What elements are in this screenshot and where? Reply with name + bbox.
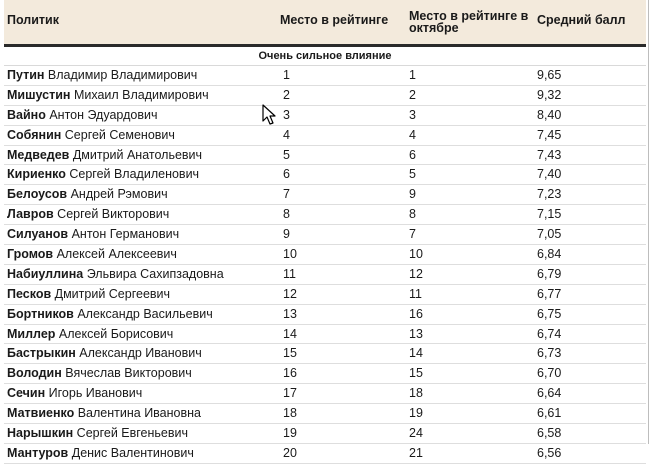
politician-surname: Нарышкин	[7, 426, 74, 441]
october-rank-value: 7	[409, 227, 416, 242]
rank-value: 8	[283, 207, 290, 222]
politician-given-names: Владимир Владимирович	[44, 68, 198, 82]
politician-given-names: Сергей Семенович	[61, 127, 175, 142]
header-rank-october[interactable]: Место в рейтинге в октябре	[409, 9, 529, 35]
average-score-value: 7,23	[537, 187, 562, 202]
politician-given-names: Алексей Алексеевич	[53, 247, 177, 262]
average-score-value: 6,70	[537, 366, 562, 381]
rank-value: 13	[283, 306, 297, 321]
table-row[interactable]	[4, 404, 646, 424]
politician-name	[7, 424, 188, 443]
table-row[interactable]	[4, 444, 646, 464]
rank-value: 1	[283, 68, 290, 82]
october-rank-value: 18	[409, 386, 423, 401]
average-score-value: 6,73	[537, 346, 562, 361]
rank-value: 14	[283, 326, 297, 341]
table-row[interactable]	[4, 86, 646, 106]
politician-surname: Кириенко	[7, 167, 66, 182]
average-score-value: 8,40	[537, 107, 562, 122]
october-rank-value: 5	[409, 167, 416, 182]
politician-name	[7, 265, 224, 284]
politician-given-names: Александр Иванович	[75, 346, 202, 361]
average-score-value: 6,77	[537, 286, 562, 301]
politician-given-names: Денис Валентинович	[68, 445, 194, 460]
october-rank-value: 10	[409, 247, 423, 262]
table-row[interactable]	[4, 384, 646, 404]
politician-given-names: Михаил Владимирович	[70, 87, 209, 102]
average-score-value: 6,58	[537, 426, 562, 441]
politician-given-names: Дмитрий Анатольевич	[69, 147, 203, 162]
average-score-value: 7,43	[537, 147, 562, 162]
politician-surname: Володин	[7, 366, 62, 381]
october-rank-value: 21	[409, 445, 423, 460]
header-politician[interactable]: Политик	[7, 13, 59, 27]
politician-surname: Силуанов	[7, 227, 69, 242]
average-score-value: 6,84	[537, 247, 562, 262]
rank-value: 15	[283, 346, 297, 361]
rank-value: 11	[283, 266, 296, 281]
table-row[interactable]	[4, 225, 646, 245]
politician-name	[7, 285, 170, 304]
october-rank-value: 13	[409, 326, 423, 341]
october-rank-value: 6	[409, 147, 416, 162]
rank-value: 3	[283, 107, 290, 122]
politician-name	[7, 384, 142, 403]
table-row[interactable]	[4, 205, 646, 225]
mouse-cursor-icon	[262, 104, 278, 126]
politician-surname: Бастрыкин	[7, 346, 76, 361]
rank-value: 6	[283, 167, 290, 182]
october-rank-value: 2	[409, 87, 416, 102]
average-score-value: 6,56	[537, 445, 562, 460]
rank-value: 17	[283, 386, 297, 401]
table-row[interactable]	[4, 344, 646, 364]
politician-given-names: Антон Германович	[68, 227, 180, 242]
politician-surname: Миллер	[7, 326, 56, 341]
politician-name	[7, 165, 199, 184]
politician-surname: Мишустин	[7, 87, 71, 102]
politician-given-names: Валентина Ивановна	[74, 406, 201, 421]
rank-value: 19	[283, 426, 297, 441]
rank-value: 20	[283, 445, 297, 460]
average-score-value: 9,65	[537, 68, 562, 82]
politician-name	[7, 146, 202, 165]
rank-value: 2	[283, 87, 290, 102]
politician-given-names: Алексей Борисович	[55, 326, 174, 341]
politician-given-names: Сергей Евгеньевич	[73, 426, 189, 441]
table-row[interactable]	[4, 66, 646, 86]
politician-given-names: Александр Васильевич	[73, 306, 213, 321]
october-rank-value: 12	[409, 266, 423, 281]
rank-value: 9	[283, 227, 290, 242]
table-row[interactable]	[4, 146, 646, 166]
rank-value: 7	[283, 187, 290, 202]
table-row[interactable]	[4, 106, 646, 126]
october-rank-value: 3	[409, 107, 416, 122]
politician-name	[7, 305, 213, 324]
politician-given-names: Игорь Иванович	[45, 386, 143, 401]
politician-surname: Белоусов	[7, 187, 68, 202]
rank-value: 4	[283, 127, 290, 142]
average-score-value: 6,74	[537, 326, 562, 341]
politician-name	[7, 344, 202, 363]
politician-name	[7, 364, 192, 383]
header-average-score[interactable]: Средний балл	[537, 13, 626, 27]
average-score-value: 9,32	[537, 87, 562, 102]
table-row[interactable]	[4, 305, 646, 325]
politician-surname: Сечин	[7, 386, 46, 401]
politician-name	[7, 185, 168, 204]
politician-name	[7, 205, 169, 224]
politician-given-names: Сергей Владиленович	[65, 167, 200, 182]
table-row[interactable]	[4, 126, 646, 146]
section-title: Очень сильное влияние	[4, 47, 646, 66]
table-body	[4, 66, 646, 464]
average-score-value: 6,61	[537, 406, 562, 421]
politician-given-names: Эльвира Сахипзадовна	[83, 266, 224, 281]
politician-surname: Громов	[7, 247, 54, 262]
politician-name	[7, 444, 194, 463]
table-header	[4, 0, 646, 47]
october-rank-value: 15	[409, 366, 423, 381]
average-score-value: 6,64	[537, 386, 562, 401]
october-rank-value: 1	[409, 68, 416, 82]
politician-given-names: Сергей Викторович	[53, 207, 170, 222]
table-row[interactable]	[4, 165, 646, 185]
table-row[interactable]	[4, 285, 646, 305]
politician-given-names: Дмитрий Сергеевич	[51, 286, 171, 301]
header-rank[interactable]: Место в рейтинге	[280, 13, 389, 27]
october-rank-value: 8	[409, 207, 416, 222]
politician-name	[7, 325, 173, 344]
politician-name	[7, 86, 209, 105]
politician-given-names: Антон Эдуардович	[45, 107, 158, 122]
table-row[interactable]	[4, 424, 646, 444]
rating-table	[4, 0, 646, 464]
politician-surname: Матвиенко	[7, 406, 75, 421]
politician-surname: Песков	[7, 286, 52, 301]
politician-surname: Мантуров	[7, 445, 69, 460]
table-row[interactable]	[4, 245, 646, 265]
politician-name	[7, 126, 175, 145]
average-score-value: 7,40	[537, 167, 562, 182]
rank-value: 10	[283, 247, 297, 262]
average-score-value: 6,79	[537, 266, 562, 281]
scrollbar-edge	[648, 0, 649, 444]
october-rank-value: 14	[409, 346, 423, 361]
table-row[interactable]	[4, 325, 646, 345]
politician-surname: Бортников	[7, 306, 74, 321]
politician-surname: Путин	[7, 68, 45, 82]
table-row[interactable]	[4, 185, 646, 205]
average-score-value: 7,45	[537, 127, 562, 142]
average-score-value: 7,05	[537, 227, 562, 242]
politician-surname: Вайно	[7, 107, 46, 122]
rank-value: 5	[283, 147, 290, 162]
politician-name	[7, 106, 157, 125]
politician-surname: Собянин	[7, 127, 62, 142]
politician-name	[7, 404, 201, 423]
october-rank-value: 4	[409, 127, 416, 142]
politician-surname: Медведев	[7, 147, 70, 162]
october-rank-value: 19	[409, 406, 423, 421]
october-rank-value: 11	[409, 286, 422, 301]
politician-surname: Набиуллина	[7, 266, 84, 281]
average-score-value: 6,75	[537, 306, 562, 321]
rank-value: 12	[283, 286, 297, 301]
rank-value: 16	[283, 366, 297, 381]
politician-name	[7, 66, 197, 85]
table-row[interactable]	[4, 265, 646, 285]
politician-given-names: Андрей Рэмович	[67, 187, 168, 202]
politician-surname: Лавров	[7, 207, 54, 222]
politician-name	[7, 225, 179, 244]
politician-given-names: Вячеслав Викторович	[61, 366, 192, 381]
october-rank-value: 24	[409, 426, 423, 441]
average-score-value: 7,15	[537, 207, 562, 222]
october-rank-value: 16	[409, 306, 423, 321]
october-rank-value: 9	[409, 187, 416, 202]
table-row[interactable]	[4, 364, 646, 384]
politician-name	[7, 245, 177, 264]
rank-value: 18	[283, 406, 297, 421]
